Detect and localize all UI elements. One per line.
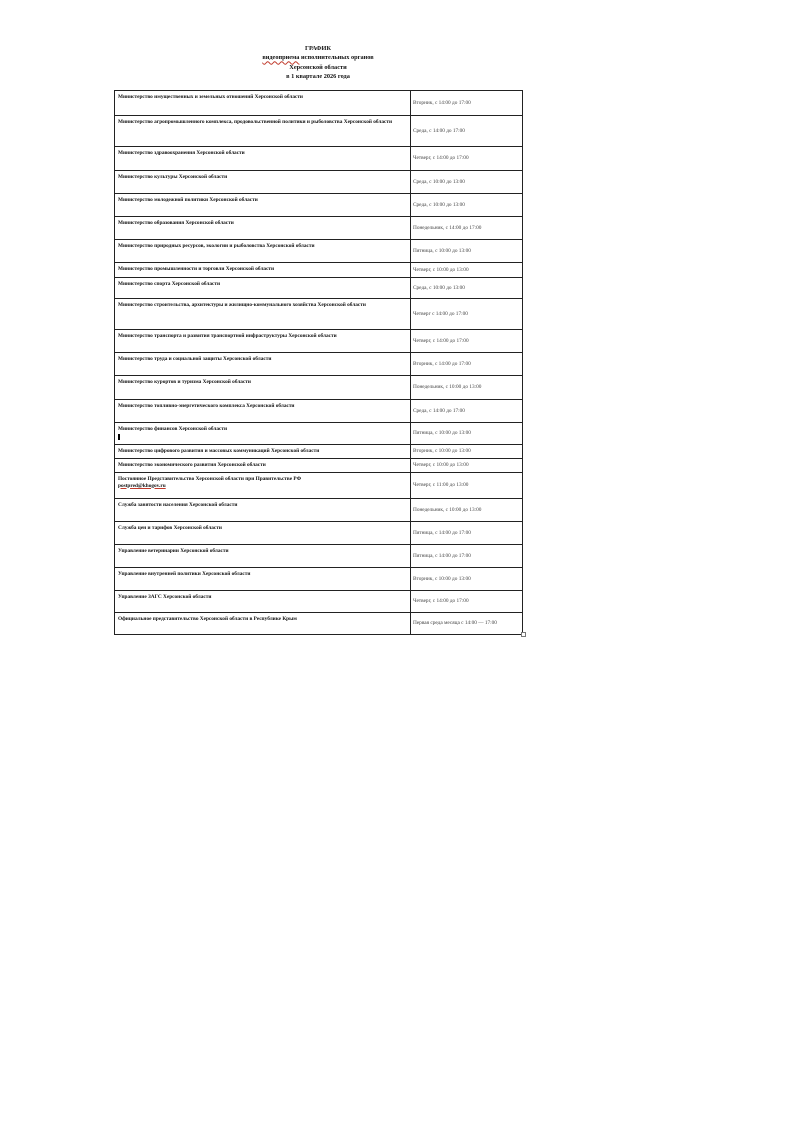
table-row	[115, 278, 523, 299]
table-resize-handle[interactable]	[521, 632, 526, 637]
org-cell[interactable]: Управление ветеринарии Херсонской области	[115, 545, 411, 568]
email-link[interactable]: postpred@khogov.ru	[118, 482, 166, 489]
org-cell[interactable]: Министерство цифрового развития и массовых коммуникаций Херсонской области	[115, 445, 411, 459]
org-cell[interactable]: Служба занятости населения Херсонской области	[115, 499, 411, 522]
time-cell[interactable]: Вторник, с 14:00 до 17:00	[411, 353, 523, 376]
time-cell[interactable]: Вторник, с 10:00 до 13:00	[411, 568, 523, 591]
subtitle-underlined-word: видеоприема	[262, 54, 300, 62]
table-row	[115, 217, 523, 240]
org-cell[interactable]: Министерство образования Херсонской области	[115, 217, 411, 240]
org-cell[interactable]: Министерство агропромышленного комплекса, продовольственной политики и рыболовства Херсонской области	[115, 116, 411, 147]
time-cell[interactable]: Четверг, с 14:00 до 17:00	[411, 591, 523, 613]
table-row	[115, 147, 523, 171]
table-row	[115, 545, 523, 568]
document-header	[114, 44, 522, 81]
table-row	[115, 445, 523, 459]
org-name: Постоянное Представительство Херсонской области при Правительстве РФ	[118, 476, 302, 482]
table-row	[115, 91, 523, 116]
org-cell[interactable]: Министерство транспорта и развития транспортной инфраструктуры Херсонской области	[115, 330, 411, 353]
schedule-table	[114, 90, 523, 635]
time-cell[interactable]: Четверг, с 11:00 до 13:00	[411, 473, 523, 499]
table-row	[115, 459, 523, 473]
time-cell[interactable]: Пятница, с 14:00 до 17:00	[411, 545, 523, 568]
org-cell[interactable]: Министерство имущественных и земельных отношений Херсонской области	[115, 91, 411, 116]
time-cell[interactable]: Четверг, с 10:00 до 13:00	[411, 263, 523, 278]
time-cell[interactable]: Понедельник, с 14:00 до 17:00	[411, 217, 523, 240]
table-row	[115, 568, 523, 591]
table-row	[115, 353, 523, 376]
table-row	[115, 263, 523, 278]
time-cell[interactable]: Среда, с 10:00 до 13:00	[411, 194, 523, 217]
time-cell[interactable]: Четверг с 14:00 до 17:00	[411, 299, 523, 330]
org-cell[interactable]: Министерство спорта Херсонской области	[115, 278, 411, 299]
org-cell[interactable]: Министерство молодежной политики Херсонской области	[115, 194, 411, 217]
time-cell[interactable]: Пятница, с 10:00 до 13:00	[411, 240, 523, 263]
time-cell[interactable]: Первая среда месяца с 14:00 — 17:00	[411, 613, 523, 635]
org-cell[interactable]	[115, 423, 411, 445]
table-row	[115, 522, 523, 545]
document-region: Херсонской области	[289, 63, 347, 71]
time-cell[interactable]: Пятница, с 14:00 до 17:00	[411, 522, 523, 545]
table-row	[115, 376, 523, 400]
document-title: ГРАФИК	[304, 45, 332, 52]
org-cell[interactable]: Управление ЗАГС Херсонской области	[115, 591, 411, 613]
org-cell[interactable]: Министерство природных ресурсов, экологии и рыболовства Херсонской области	[115, 240, 411, 263]
time-cell[interactable]: Вторник, с 14:00 до 17:00	[411, 91, 523, 116]
time-cell[interactable]: Четверг, с 14:00 до 17:00	[411, 147, 523, 171]
time-cell[interactable]: Среда, с 10:00 до 13:00	[411, 278, 523, 299]
org-cell[interactable]: Министерство курортов и туризма Херсонской области	[115, 376, 411, 400]
table-row	[115, 423, 523, 445]
document-period: в 1 квартале 2026 года	[286, 72, 350, 80]
table-row	[115, 591, 523, 613]
table-row	[115, 116, 523, 147]
table-row	[115, 499, 523, 522]
org-cell[interactable]: Министерство экономического развития Херсонской области	[115, 459, 411, 473]
time-cell[interactable]: Понедельник, с 10:00 до 13:00	[411, 376, 523, 400]
org-cell[interactable]: Официальное представительство Херсонской области в Республике Крым	[115, 613, 411, 635]
time-cell[interactable]: Пятница, с 10:00 до 13:00	[411, 423, 523, 445]
org-cell[interactable]: Управление внутренней политики Херсонской области	[115, 568, 411, 591]
table-row	[115, 330, 523, 353]
org-cell[interactable]: Министерство промышленности и торговли Херсонской области	[115, 263, 411, 278]
subtitle-rest: исполнительных органов	[299, 54, 374, 62]
time-cell[interactable]: Понедельник, с 10:00 до 13:00	[411, 499, 523, 522]
org-name: Министерство финансов Херсонской области	[118, 426, 227, 432]
table-row	[115, 299, 523, 330]
table-row	[115, 473, 523, 499]
time-cell[interactable]: Среда, с 14:00 до 17:00	[411, 400, 523, 423]
time-cell[interactable]: Четверг, с 14:00 до 17:00	[411, 330, 523, 353]
table-row	[115, 171, 523, 194]
org-cell[interactable]: Министерство топливно-энергетического комплекса Херсонской области	[115, 400, 411, 423]
document-subtitle	[114, 53, 522, 62]
table-row	[115, 194, 523, 217]
time-cell[interactable]: Вторник, с 10:00 до 13:00	[411, 445, 523, 459]
org-cell[interactable]: Министерство строительства, архитектуры и жилищно-коммунального хозяйства Херсонской области	[115, 299, 411, 330]
org-cell[interactable]	[115, 473, 411, 499]
org-cell[interactable]: Министерство культуры Херсонской области	[115, 171, 411, 194]
org-cell[interactable]: Министерство труда и социальной защиты Херсонской области	[115, 353, 411, 376]
org-cell[interactable]: Министерство здравоохранения Херсонской области	[115, 147, 411, 171]
table-row	[115, 400, 523, 423]
time-cell[interactable]: Четверг, с 10:00 до 13:00	[411, 459, 523, 473]
org-cell[interactable]: Служба цен и тарифов Херсонской области	[115, 522, 411, 545]
time-cell[interactable]: Среда, с 14:00 до 17:00	[411, 116, 523, 147]
text-cursor	[118, 434, 120, 440]
table-row	[115, 240, 523, 263]
table-row	[115, 613, 523, 635]
time-cell[interactable]: Среда, с 10:00 до 13:00	[411, 171, 523, 194]
